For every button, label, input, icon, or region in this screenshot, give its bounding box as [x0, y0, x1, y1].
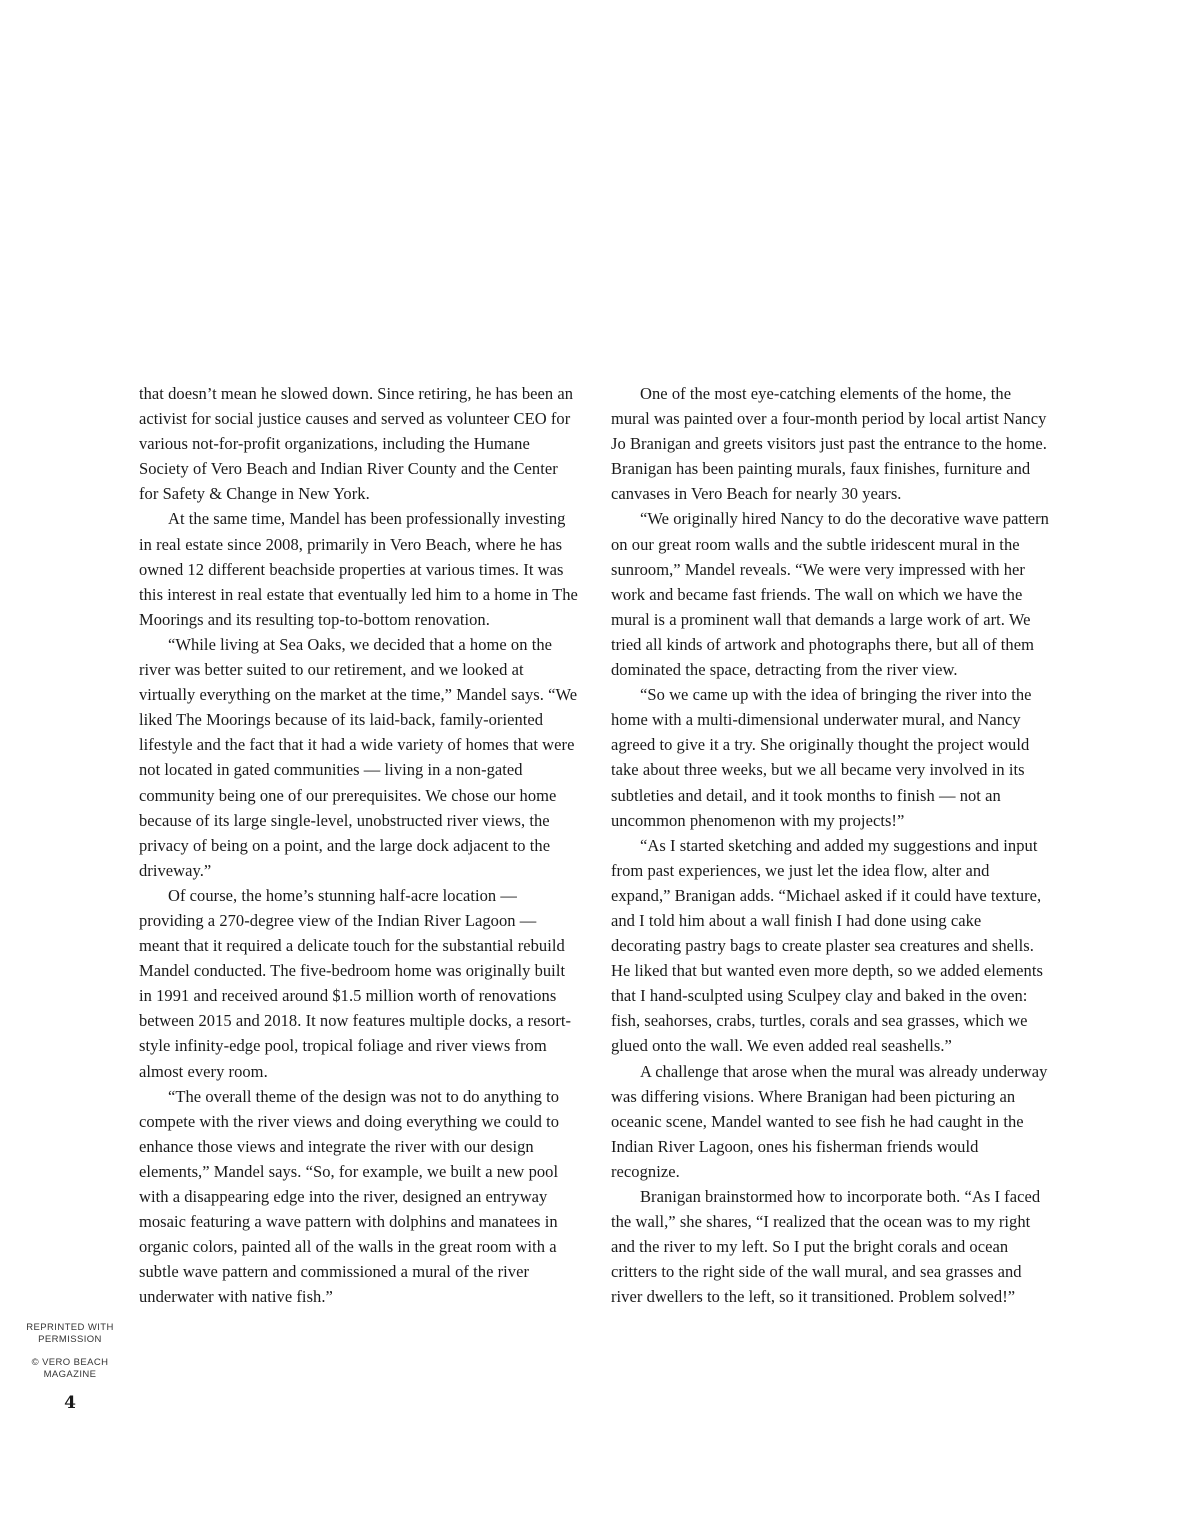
paragraph: One of the most eye-catching elements of the home, the mural was painted over a four-month period by local artist Nancy Jo Branigan and greets visitors just past the entrance to the home. Branigan has been painting murals, faux finishes, furniture and canvases in Vero Beach for nearly 30 years. [611, 384, 1047, 504]
paragraph: “The overall theme of the design was not to do anything to compete with the river views and doing everything we could to enhance those views and integrate the river with our design elements,” Mandel says. “So, for example, we built a new pool with a disappearing edge into the river, designed an entryway mosaic featuring a wave pattern with dolphins and manatees in organic colors, painted all of the walls in the great room with a subtle wave pattern and commissioned a mural of the river underwater with native fish.” [139, 1086, 560, 1307]
magazine-credit: © VERO BEACH MAGAZINE [31, 1357, 109, 1380]
paragraph: that doesn’t mean he slowed down. Since retiring, he has been an activist for social justice causes and served as volunteer CEO for various not-for-profit organizations, including the Humane Society of Vero Beach and Indian River County and the Center for Safety & Change in New York. [139, 384, 574, 504]
paragraph: “As I started sketching and added my suggestions and input from past experiences, we just let the idea flow, alter and expand,” Branigan adds. “Michael asked if it could have texture, and I told him about a wall finish I had done using cake decorating pastry bags to create plaster sea creatures and shells. He liked that but wanted even more depth, so we added elements that I hand-sculpted using Sculpey clay and baked in the oven: fish, seahorses, crabs, turtles, corals and sea grasses, which we glued onto the wall. We even added real seashells.” [611, 835, 1043, 1056]
paragraph: “So we came up with the idea of bringing the river into the home with a multi-dimensional underwater mural, and Nancy agreed to give it a try. She originally thought the project would take about three weeks, but we all became very involved in its subtleties and detail, and it took months to finish — not an uncommon phenomenon with my projects!” [611, 685, 1032, 830]
paragraph: “While living at Sea Oaks, we decided that a home on the river was better suited to our retirement, and we looked at virtually everything on the market at the time,” Mandel says. “We liked The Moorings because of its laid-back, family-oriented lifestyle and the fact that it had a wide variety of homes that were not located in gated communities — living in a non-gated community being one of our prerequisites. We chose our home because of its large single-level, unobstructed river views, the privacy of being on a point, and the large dock adjacent to the driveway.” [139, 634, 578, 880]
page-number: 4 [64, 1393, 76, 1413]
article-column-left [139, 381, 579, 1309]
paragraph: A challenge that arose when the mural was already underway was differing visions. Where Branigan had been picturing an oceanic scene, Mandel wanted to see fish he had caught in the Indian River Lagoon, ones his fisherman friends would recognize. [611, 1061, 1048, 1181]
reprint-sidebar [18, 1322, 122, 1380]
reprint-note: REPRINTED WITH PERMISSION [26, 1322, 114, 1345]
paragraph: Branigan brainstormed how to incorporate both. “As I faced the wall,” she shares, “I realized that the ocean was to my right and the river to my left. So I put the bright corals and ocean critters to the right side of the wall mural, and sea grasses and river dwellers to the left, so it transitioned. Problem solved!” [611, 1187, 1041, 1307]
paragraph: Of course, the home’s stunning half-acre location — providing a 270-degree view of the Indian River Lagoon — meant that it required a delicate touch for the substantial rebuild Mandel conducted. The five-bedroom home was originally built in 1991 and received around $1.5 million worth of renovations between 2015 and 2018. It now features multiple docks, a resort-style infinity-edge pool, tropical foliage and river views from almost every room. [139, 885, 572, 1081]
article-column-right [611, 381, 1051, 1309]
paragraph: At the same time, Mandel has been professionally investing in real estate since 2008, primarily in Vero Beach, where he has owned 12 different beachside properties at various times. It was this interest in real estate that eventually led him to a home in The Moorings and its resulting top-to-bottom renovation. [139, 509, 578, 629]
paragraph: “We originally hired Nancy to do the decorative wave pattern on our great room walls and the subtle iridescent mural in the sunroom,” Mandel reveals. “We were very impressed with her work and became fast friends. The wall on which we have the mural is a prominent wall that demands a large work of art. We tried all kinds of artwork and photographs there, but all of them dominated the space, detracting from the river view. [611, 509, 1049, 680]
